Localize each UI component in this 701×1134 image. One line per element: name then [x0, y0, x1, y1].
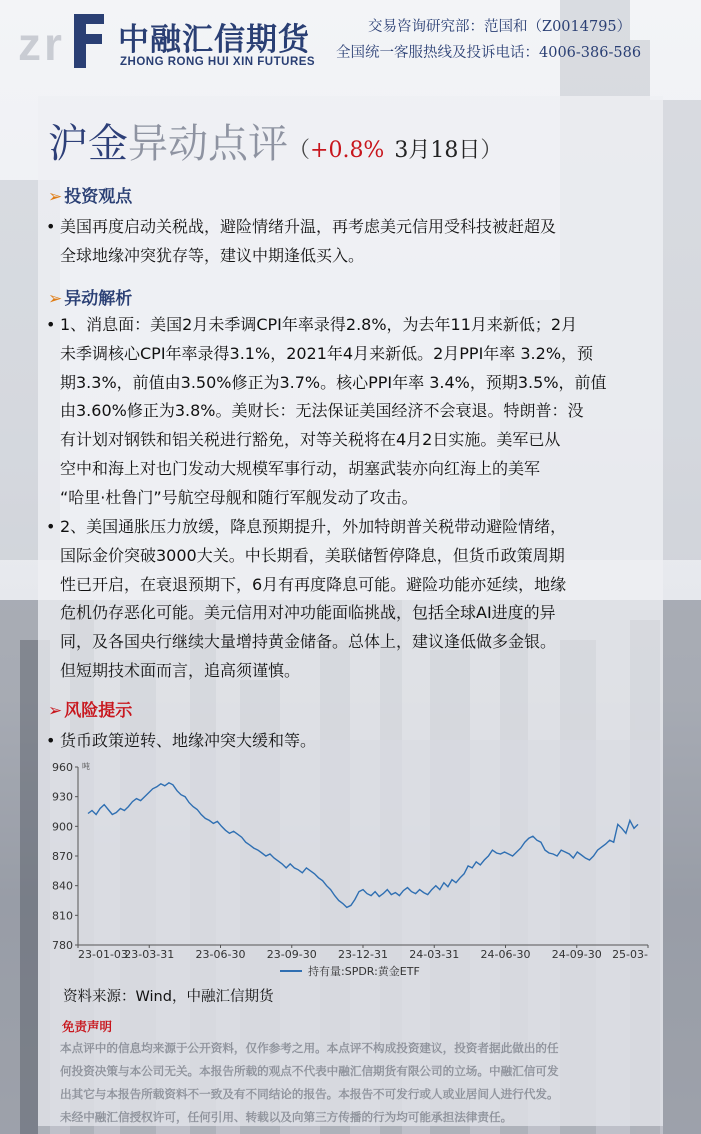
contact-hotline: 全国统一客服热线及投诉电话：4006-386-586: [336, 45, 642, 61]
x-tick-label: 25-03-: [612, 948, 648, 961]
y-tick-label: 840: [52, 879, 73, 893]
data-source: 资料来源：Wind，中融汇信期货: [63, 989, 274, 1005]
bullet-icon: •: [46, 315, 56, 334]
section-arrow-icon: ➢: [48, 289, 63, 309]
report-header: [0, 0, 701, 96]
risk-text: [46, 727, 662, 756]
contact-research: 交易咨询研究部：范国和（Z0014795）: [368, 19, 632, 35]
disclaimer-text: [60, 1037, 660, 1129]
y-tick-label: 870: [52, 850, 73, 863]
text-line: 同，及各国央行继续大量增持黄金储备。总体上，建议逢低做多金银。: [60, 632, 557, 652]
section-investment-view: [48, 182, 132, 207]
bullet-icon: •: [46, 731, 56, 750]
x-tick-label: 23-01-03: [78, 948, 128, 961]
x-tick-label: 23-09-30: [266, 948, 317, 961]
section-title: 风险提示: [64, 701, 133, 721]
y-tick-label: 780: [52, 939, 73, 952]
section-analysis: [48, 284, 132, 309]
section-title: 异动解析: [64, 289, 133, 309]
bullet-icon: •: [46, 217, 56, 236]
spdr-gold-holdings-chart: [50, 755, 660, 980]
x-tick-label: 23-12-31: [338, 948, 388, 961]
section-arrow-icon: ➢: [48, 187, 63, 207]
text-line: 但短期技术面而言，追高须谨慎。: [60, 660, 301, 680]
text-line: 美国再度启动关税战，避险情绪升温，再考虑美元信用受科技被赶超及: [60, 217, 557, 236]
bullet-icon: •: [46, 517, 56, 536]
text-line: 未季调核心CPI年率录得3.1%，2021年4月来新低。2月PPI年率 3.2%，预: [60, 343, 594, 363]
x-tick-label: 24-06-30: [480, 948, 531, 961]
text-line: 危机仍存恶化可能。美元信用对冲功能面临挑战，包括全球AI进度的异: [60, 603, 556, 623]
title-main: 沪金: [48, 121, 128, 167]
investment-view-text: [46, 213, 662, 271]
disclaimer-title: 免责声明: [62, 1019, 113, 1034]
text-line: 货币政策逆转、地缘冲突大缓和等。: [60, 731, 317, 750]
disclaimer-line: 本点评中的信息均来源于公开资料，仅作参考之用。本点评不构成投资建议，投资者据此做出的任: [60, 1041, 559, 1055]
x-tick-label: 23-06-30: [195, 948, 246, 961]
text-line: 期3.3%，前值由3.50%修正为3.7%。核心PPI年率 3.4%，预期3.5%，前值: [60, 372, 607, 392]
title-paren-close: ）: [480, 138, 503, 163]
title-date: 3月18日: [394, 138, 481, 163]
title-change: +0.8%: [310, 138, 385, 163]
text-line: 由3.60%修正为3.8%。美财长：无法保证美国经济不会衰退。特朗普：没: [60, 401, 584, 421]
text-line: 空中和海上对也门发动大规模军事行动，胡塞武装亦向红海上的美军: [60, 458, 541, 478]
disclaimer-line: 出其它与本报告所载资料不一致及有不同结论的报告。本报告不可发行或人或业居间人进行代发。: [60, 1087, 559, 1101]
section-arrow-icon: ➢: [48, 701, 63, 721]
text-line: 性已开启，在衰退预期下，6月有再度降息可能。避险功能亦延续，地缘: [60, 574, 567, 594]
y-unit-label: 吨: [82, 762, 90, 771]
company-logo: [18, 8, 108, 70]
y-tick-label: 900: [52, 820, 73, 834]
text-line: “哈里·杜鲁门”号航空母舰和随行军舰发动了攻击。: [60, 487, 418, 507]
section-risk: [48, 696, 132, 721]
brand-name-cn: 中融汇信期货: [118, 22, 310, 58]
text-line: 1、消息面：美国2月未季调CPI年率录得2.8%，为去年11月来新低；2月: [60, 315, 578, 334]
y-tick-label: 960: [52, 761, 73, 774]
y-tick-label: 930: [52, 790, 73, 804]
disclaimer-line: 何投资决策与本公司无关。本报告所载的观点不代表中融汇信期货有限公司的立场。中融汇信可发: [60, 1064, 559, 1078]
x-tick-label: 24-03-31: [409, 948, 460, 961]
analysis-paragraph-1: [46, 311, 662, 513]
brand-name-en: ZHONG RONG HUI XIN FUTURES: [120, 56, 316, 68]
disclaimer-line: 未经中融汇信授权许可，任何引用、转载以及向第三方传播的行为均可能承担法律责任。: [60, 1110, 513, 1124]
legend-label: 持有量:SPDR:黄金ETF: [308, 965, 420, 978]
contact-info: [336, 14, 641, 66]
text-line: 国际金价突破3000大关。中长期看，美联储暂停降息，但货币政策周期: [60, 545, 565, 565]
analysis-paragraph-2: [46, 513, 662, 686]
section-title: 投资观点: [64, 187, 133, 207]
svg-text:r: r: [44, 18, 62, 70]
svg-text:z: z: [18, 18, 41, 70]
text-line: 全球地缘冲突犹存等，建议中期逢低买入。: [60, 245, 365, 265]
page-title: [48, 112, 502, 169]
text-line: 2、美国通胀压力放缓，降息预期提升，外加特朗普关税带动避险情绪，: [60, 517, 567, 536]
text-line: 有计划对钢铁和铝关税进行豁免，对等关税将在4月2日实施。美军已从: [60, 430, 561, 450]
x-tick-label: 23-03-31: [124, 948, 175, 961]
title-sub: 异动点评: [128, 121, 288, 167]
series-line-spdr-gold: [88, 783, 638, 908]
title-paren-open: （: [288, 138, 311, 163]
y-tick-label: 810: [52, 909, 73, 923]
x-tick-label: 24-09-30: [551, 948, 602, 961]
